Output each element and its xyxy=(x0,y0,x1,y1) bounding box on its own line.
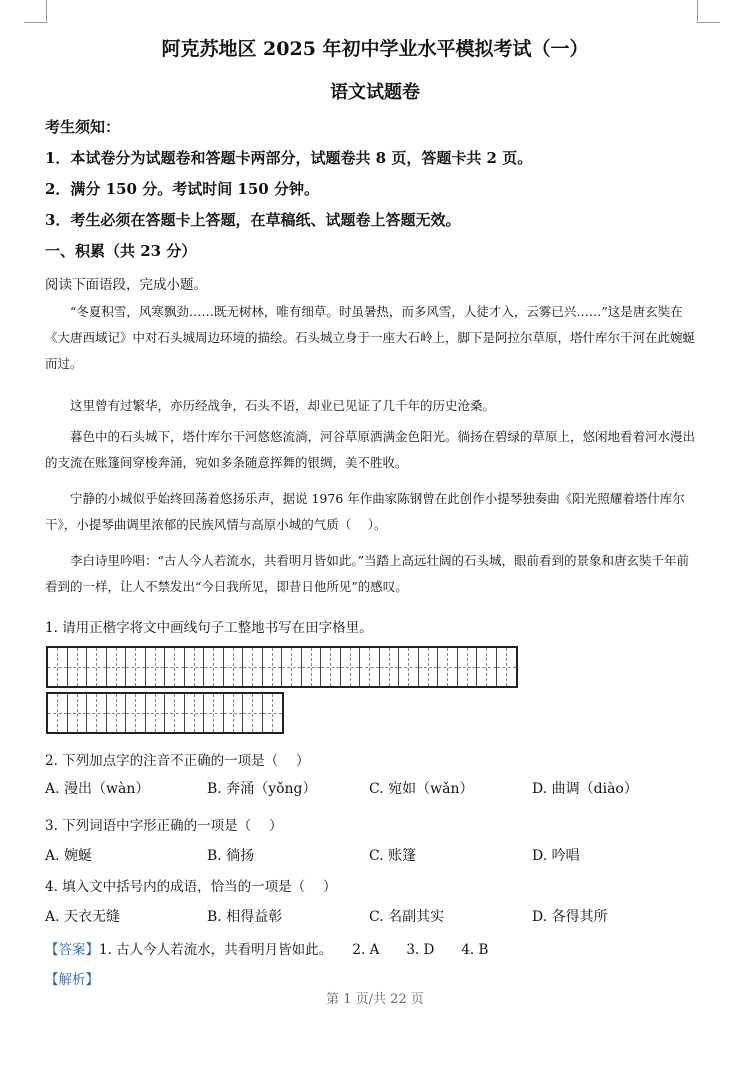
page-footer: 第 1 页/共 22 页 xyxy=(326,992,424,1007)
question-2-option-a[interactable]: A. 漫出（wàn） xyxy=(45,781,150,797)
section-intro: 阅读下面语段，完成小题。 xyxy=(45,277,207,293)
tianzige-cell[interactable] xyxy=(224,648,244,686)
tianzige-cell[interactable] xyxy=(419,648,439,686)
passage-paragraph-4: 宁静的小城似乎始终回荡着悠扬乐声，据说 1976 年作曲家陈钢曾在此创作小提琴独奏曲《阳光照耀着塔什库尔干》，小提琴曲调里浓郁的民族风情与高原小城的气质（ ）。 xyxy=(45,491,685,532)
tianzige-cell[interactable] xyxy=(48,694,68,732)
tianzige-cell[interactable] xyxy=(302,648,322,686)
answer-line xyxy=(45,938,488,958)
tianzige-cell[interactable] xyxy=(185,648,205,686)
corner-mark-top-left xyxy=(24,0,47,23)
tianzige-cell[interactable] xyxy=(68,648,88,686)
answer-label: 【答案】 xyxy=(45,942,99,958)
question-3-option-a[interactable]: A. 婉蜒 xyxy=(45,848,93,864)
question-4-option-a[interactable]: A. 天衣无缝 xyxy=(45,909,121,925)
tianzige-cell[interactable] xyxy=(224,694,244,732)
question-3-stem: 3. 下列词语中字形正确的一项是（ ） xyxy=(45,818,283,834)
tianzige-cell[interactable] xyxy=(107,694,127,732)
tianzige-cell[interactable] xyxy=(282,648,302,686)
passage-paragraph-3: 暮色中的石头城下，塔什库尔干河悠悠流淌，河谷草原洒满金色阳光。徜扬在碧绿的草原上，悠闲地看着河水漫出的支流在账篷间穿梭奔涌，宛如多条随意挥舞的银绸，美不胜收。 xyxy=(45,429,696,470)
notice-item: 3．考生必须在答题卡上答题，在草稿纸、试题卷上答题无效。 xyxy=(45,211,461,229)
exam-title: 阿克苏地区 2025 年初中学业水平模拟考试（一） xyxy=(161,38,589,60)
tianzige-cell[interactable] xyxy=(477,648,497,686)
tianzige-cell[interactable] xyxy=(87,694,107,732)
question-1-stem: 1. 请用正楷字将文中画线句子工整地书写在田字格里。 xyxy=(45,620,373,636)
question-2-option-d[interactable]: D. 曲调（diào） xyxy=(532,781,638,797)
tianzige-cell[interactable] xyxy=(341,648,361,686)
question-3-option-c[interactable]: C. 账篷 xyxy=(369,848,417,864)
notice-item: 1．本试卷分为试题卷和答题卡两部分，试题卷共 8 页，答题卡共 2 页。 xyxy=(45,149,533,167)
question-4-option-c[interactable]: C. 名副其实 xyxy=(369,909,445,925)
question-3-option-b[interactable]: B. 徜扬 xyxy=(207,848,255,864)
tianzige-cell[interactable] xyxy=(107,648,127,686)
tianzige-cell[interactable] xyxy=(204,694,224,732)
question-2-stem: 2. 下列加点字的注音不正确的一项是（ ） xyxy=(45,753,310,769)
passage-paragraph-1: “冬夏积雪，风寒飘劲……既无树林，唯有细草。时虽暑热，而多风雪，人徒才入，云雾已兴……”这是唐玄奘在《大唐西域记》中对石头城周边环境的描绘。石头城立身于一座大石岭上，脚下是阿拉尔草原，塔什库尔干河在此婉蜒而过。 xyxy=(45,304,696,371)
tianzige-cell[interactable] xyxy=(360,648,380,686)
tianzige-cell[interactable] xyxy=(399,648,419,686)
tianzige-cell[interactable] xyxy=(497,648,517,686)
tianzige-cell[interactable] xyxy=(126,648,146,686)
tianzige-cell[interactable] xyxy=(243,648,263,686)
question-4-option-d[interactable]: D. 各得其所 xyxy=(532,909,608,925)
passage-paragraph-5: 李白诗里吟唱：“古人今人若流水，共看明月皆如此。”当踏上高远壮阔的石头城，眼前看到的景象和唐玄奘千年前看到的一样，让人不禁发出“今日我所见，即昔日他所见”的感叹。 xyxy=(45,553,690,594)
tianzige-cell[interactable] xyxy=(87,648,107,686)
tianzige-cell[interactable] xyxy=(458,648,478,686)
tianzige-grid-row-1[interactable] xyxy=(46,646,518,688)
tianzige-cell[interactable] xyxy=(185,694,205,732)
tianzige-cell[interactable] xyxy=(321,648,341,686)
question-4-stem: 4. 填入文中括号内的成语，恰当的一项是（ ） xyxy=(45,879,337,895)
tianzige-cell[interactable] xyxy=(126,694,146,732)
tianzige-cell[interactable] xyxy=(263,648,283,686)
tianzige-cell[interactable] xyxy=(68,694,88,732)
notice-item: 2．满分 150 分。考试时间 150 分钟。 xyxy=(45,180,319,198)
section-heading: 一、积累（共 23 分） xyxy=(45,242,197,260)
tianzige-cell[interactable] xyxy=(438,648,458,686)
tianzige-cell[interactable] xyxy=(165,648,185,686)
tianzige-cell[interactable] xyxy=(204,648,224,686)
question-4-option-b[interactable]: B. 相得益彰 xyxy=(207,909,283,925)
exam-subtitle: 语文试题卷 xyxy=(330,82,420,103)
question-2-option-c[interactable]: C. 宛如（wǎn） xyxy=(369,781,474,797)
tianzige-cell[interactable] xyxy=(165,694,185,732)
answer-text: 1. 古人今人若流水，共看明月皆如此。 2. A 3. D 4. B xyxy=(99,942,489,958)
tianzige-cell[interactable] xyxy=(263,694,283,732)
corner-mark-top-right xyxy=(697,0,720,23)
question-3-option-d[interactable]: D. 吟唱 xyxy=(532,848,580,864)
tianzige-cell[interactable] xyxy=(380,648,400,686)
tianzige-cell[interactable] xyxy=(146,648,166,686)
question-2-option-b[interactable]: B. 奔涌（yǒng） xyxy=(207,781,317,797)
tianzige-cell[interactable] xyxy=(243,694,263,732)
tianzige-cell[interactable] xyxy=(48,648,68,686)
analysis-label: 【解析】 xyxy=(45,972,99,988)
notice-heading: 考生须知： xyxy=(45,118,121,136)
tianzige-grid-row-2[interactable] xyxy=(46,692,284,734)
tianzige-cell[interactable] xyxy=(146,694,166,732)
passage-paragraph-2: 这里曾有过繁华，亦历经战争，石头不语，却业已见证了几千年的历史沧桑。 xyxy=(70,398,496,413)
